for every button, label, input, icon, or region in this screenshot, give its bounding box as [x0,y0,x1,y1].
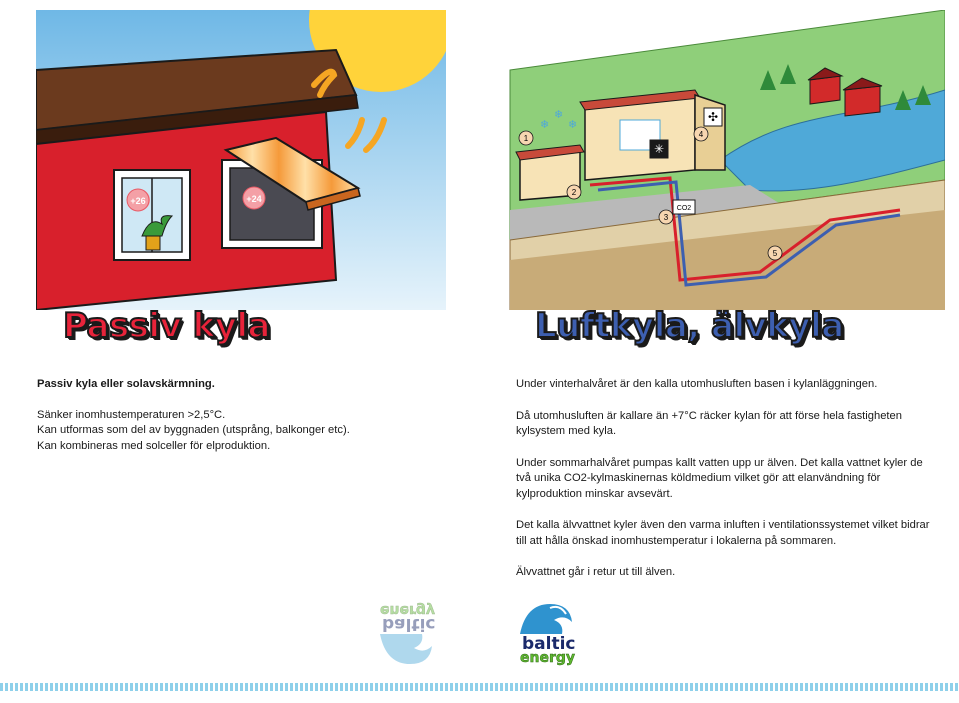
svg-text:2: 2 [571,188,577,197]
marker-3 [659,210,673,224]
heading-air-river-cooling: Luftkyla, älvkyla [535,306,844,346]
paragraph-below-7c: Då utomhusluften är kallare än +7°C räcker kylan för att förse hela fastigheten kylsystem med kyla. [516,409,902,437]
decorative-bottom-band [0,683,959,691]
svg-text:+26: +26 [130,196,146,206]
passive-cooling-line-1: Sänker inomhustemperaturen >2,5°C. [37,408,226,421]
facility-cross-section-illustration [490,10,945,310]
logo-word-energy: energy [520,650,576,666]
baltic-energy-logo-mirrored [376,600,448,670]
wave-icon [376,630,448,670]
passive-cooling-illustration [36,10,446,310]
marker-5 [768,246,782,260]
marker-2 [567,185,581,199]
svg-text:❄: ❄ [568,118,578,131]
svg-text:✣: ✣ [707,110,719,124]
passive-cooling-line-2: Kan utformas som del av byggnaden (utsprång, balkonger etc). [37,424,350,436]
air-river-cooling-illustration [490,10,945,310]
logo-word-energy: energy [380,602,436,618]
baltic-energy-logo [516,598,588,668]
svg-text:❄: ❄ [540,118,550,131]
air-river-cooling-description [516,377,936,597]
marker-4 [694,127,708,141]
wave-icon [516,598,588,638]
window-left [114,170,190,260]
temp-bubble-right [243,187,265,209]
svg-text:✳: ✳ [653,142,665,156]
svg-text:+24: +24 [246,194,262,204]
logo-word-baltic: baltic [382,614,436,634]
paragraph-summer: Under sommarhalvåret pumpas kallt vatten upp ur älven. Det kalla vattnet kyler de två unika CO2-kylmaskinernas köldmedium vilket gör att elanvändning för kylproduktion minskar avsevärt. [516,456,923,500]
svg-text:1: 1 [523,134,529,143]
chiller-icon [650,140,668,158]
svg-text:❄: ❄ [554,108,564,121]
temp-bubble-left [127,189,149,211]
heading-passive-cooling: Passiv kyla [63,306,270,346]
paragraph-winter: Under vinterhalvåret är den kalla utomhusluften basen i kylanläggningen. [516,378,878,390]
passive-cooling-line-3: Kan kombineras med solceller för elproduktion. [37,439,271,452]
svg-text:CO2: CO2 [676,205,692,212]
paragraph-ventilation: Det kalla älvvattnet kyler även den varma inluften i ventilationssystemet vilket bidrar till att hålla önskad inomhustemperatur i lokalerna på sommaren. [516,519,930,547]
marker-1 [519,131,533,145]
passive-cooling-intro: Passiv kyla eller solavskärmning. [37,378,215,390]
svg-text:4: 4 [698,130,704,139]
logo-word-baltic: baltic [522,634,576,654]
svg-text:3: 3 [663,213,669,222]
svg-text:5: 5 [772,249,778,258]
house-sun-illustration [36,10,446,310]
fan-icon [704,108,722,126]
paragraph-return: Älvvattnet går i retur ut till älven. [516,566,676,578]
co2-unit [673,200,695,214]
passive-cooling-description [37,377,437,454]
